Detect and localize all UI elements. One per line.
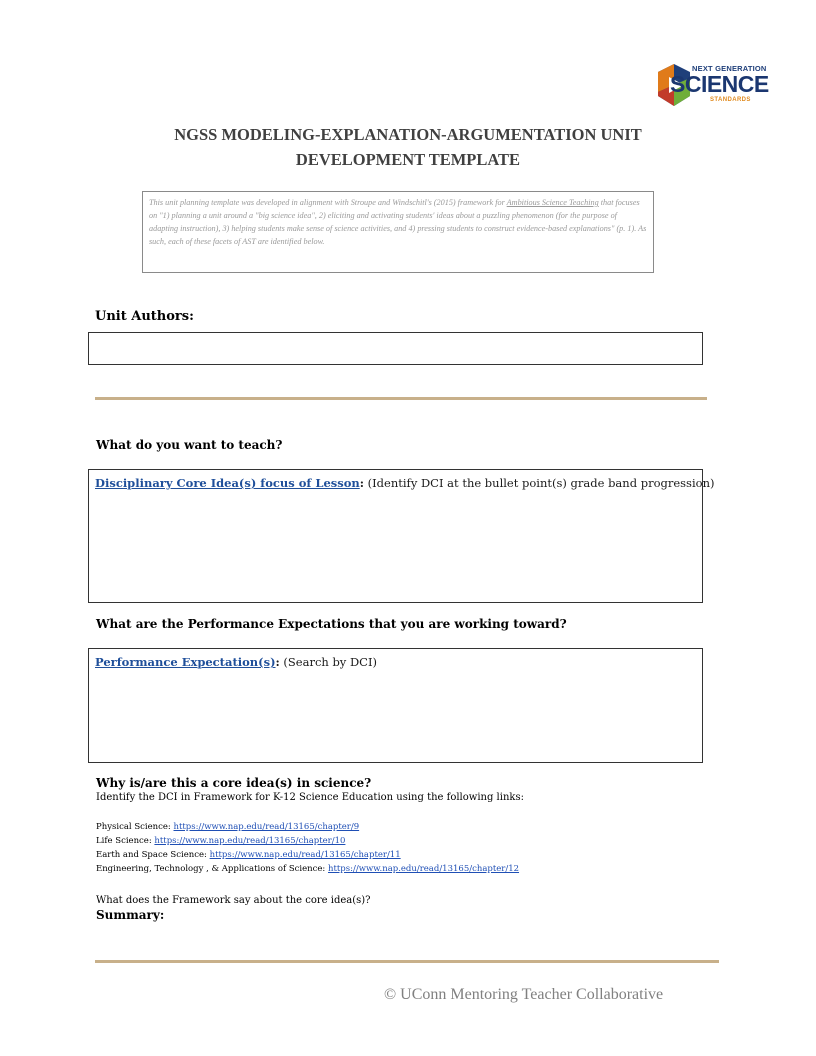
earth-label: Earth and Space Science:	[96, 850, 210, 860]
title-line-1: NGSS MODELING-EXPLANATION-ARGUMENTATION UNIT	[174, 125, 642, 144]
dci-hint: (Identify DCI at the bullet point(s) grade band progression)	[364, 476, 715, 490]
pe-hint: (Search by DCI)	[279, 655, 378, 669]
why-question: Why is/are this a core idea(s) in science?	[96, 776, 372, 790]
intro-box	[142, 191, 654, 273]
page-title	[100, 122, 716, 172]
intro-text-1: This unit planning template was developed in alignment with Stroupe and Windschitl's (2015) framework for	[149, 198, 507, 207]
logo-main-text: SCIENCE	[670, 71, 769, 97]
engineering-label: Engineering, Technology , & Applications of Science:	[96, 864, 328, 874]
why-instruction: Identify the DCI in Framework for K-12 Science Education using the following links:	[96, 792, 524, 803]
physical-label: Physical Science:	[96, 822, 174, 832]
pe-link[interactable]: Performance Expectation(s)	[95, 655, 276, 669]
link-row-life	[96, 836, 345, 846]
divider-bottom	[95, 960, 719, 963]
pe-colon: :	[275, 655, 280, 669]
life-science-link[interactable]: https://www.nap.edu/read/13165/chapter/10	[154, 836, 346, 846]
footer-copyright: © UConn Mentoring Teacher Collaborative	[384, 986, 664, 1003]
life-label: Life Science:	[96, 836, 155, 846]
performance-question: What are the Performance Expectations that you are working toward?	[96, 617, 567, 631]
dci-box[interactable]	[88, 469, 715, 603]
framework-question: What does the Framework say about the core idea(s)?	[96, 895, 371, 906]
dci-link[interactable]: Disciplinary Core Idea(s) focus of Lesson	[95, 476, 360, 490]
intro-text-2: that focuses on "1) planning a unit around a "big science idea", 2) eliciting and activating students' ideas about a puzzling phenomenon (for the purpose of adapting instruction), 3) helping students make sense of science activities, and 4) pressing students to construct evidence-based explanations" (p. 1). As such, each of these facets of AST are identified below.	[149, 198, 647, 246]
divider-top	[95, 397, 707, 400]
dci-colon: :	[359, 476, 364, 490]
link-row-earth	[96, 850, 401, 860]
unit-authors-field[interactable]	[88, 332, 703, 365]
engineering-link[interactable]: https://www.nap.edu/read/13165/chapter/12	[328, 864, 520, 874]
physical-science-link[interactable]: https://www.nap.edu/read/13165/chapter/9	[173, 822, 360, 832]
earth-space-science-link[interactable]: https://www.nap.edu/read/13165/chapter/11	[209, 850, 401, 860]
pe-box[interactable]	[88, 648, 703, 763]
summary-label: Summary:	[96, 908, 165, 922]
ngss-logo	[654, 60, 769, 110]
logo-bottom-text: STANDARDS	[710, 97, 751, 103]
title-line-2: DEVELOPMENT TEMPLATE	[295, 150, 521, 169]
logo-top-text: NEXT GENERATION	[692, 64, 767, 73]
ast-link[interactable]: Ambitious Science Teaching	[506, 198, 599, 207]
teach-question: What do you want to teach?	[96, 438, 283, 452]
link-row-physical	[96, 822, 359, 832]
unit-authors-label: Unit Authors:	[95, 309, 194, 324]
link-row-engineering	[96, 864, 519, 874]
